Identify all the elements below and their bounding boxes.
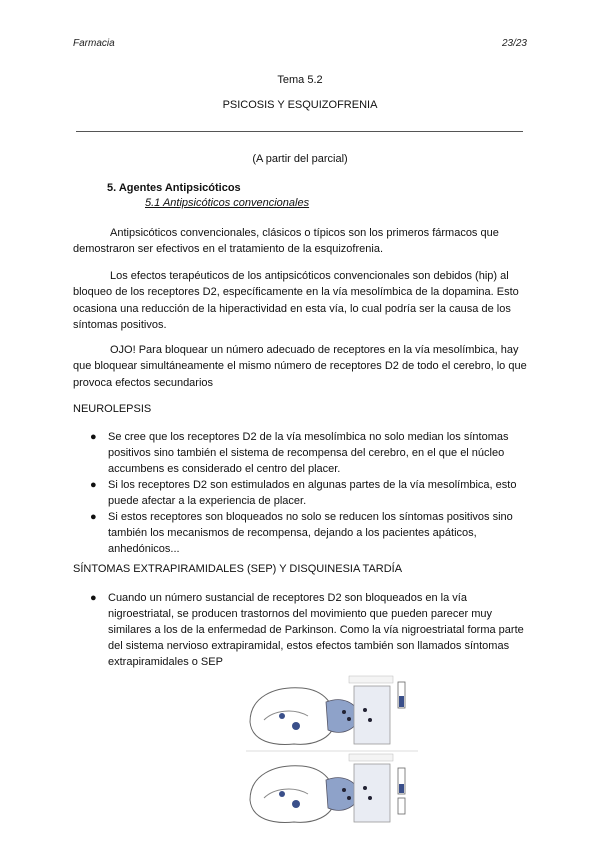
- subsection-heading: 5.1 Antipsicóticos convencionales: [145, 197, 310, 209]
- header-page-number: 23/23: [501, 38, 527, 49]
- receptor-bar-top: [398, 682, 405, 708]
- section-heading: 5. Agentes Antipsicóticos: [107, 182, 241, 194]
- list-item: ● Si los receptores D2 son estimulados en algunas partes de la vía mesolímbica, esto puede afectar a la experiencia de placer.: [90, 479, 517, 507]
- receptor-bar-bottom: [398, 768, 405, 814]
- header-subject: Farmacia: [73, 38, 115, 49]
- brain-diagram-bottom: [250, 766, 334, 823]
- dopamine-pathway-figure: [244, 672, 420, 830]
- brain-diagram-top: [250, 688, 334, 745]
- synapse-diagram-bottom: [326, 754, 393, 822]
- page-title: PSICOSIS Y ESQUIZOFRENIA: [222, 99, 378, 111]
- sep-list: [90, 590, 530, 670]
- scope-note: (A partir del parcial): [252, 153, 348, 165]
- topic-number: Tema 5.2: [277, 74, 323, 86]
- sep-title: SÍNTOMAS EXTRAPIRAMIDALES (SEP) Y DISQUINESIA TARDÍA: [73, 563, 403, 575]
- list-item: ● Se cree que los receptores D2 de la vía mesolímbica no solo median los síntomas positivos sino también el sistema de recompensa del cerebro, en el que el núcleo accumbens es considerado el centro del placer.: [90, 431, 509, 475]
- paragraph-intro: Antipsicóticos convencionales, clásicos o típicos son los primeros fármacos que demostraron ser efectivos en el tratamiento de la esquizofrenia.: [73, 227, 499, 256]
- paragraph-warning: OJO! Para bloquear un número adecuado de receptores en la vía mesolímbica, hay que bloquear simultáneamente el mismo número de receptores D2 de todo el cerebro, lo que provoca efectos secundarios: [73, 344, 527, 389]
- title-divider: [76, 131, 523, 132]
- list-item: ● Cuando un número sustancial de receptores D2 son bloqueados en la vía nigroestriatal, se producen trastornos del movimiento que pueden parecer muy similares a los de la enfermedad de Parkinson. Como la vía nigroestriatal forma parte del sistema nervioso extrapiramidal, estos efectos también son llamados síntomas extrapiramidales o SEP: [90, 592, 524, 668]
- paragraph-therapeutic-effects: Los efectos terapéuticos de los antipsicóticos convencionales son debidos (hip) al bloqueo de los receptores D2, específicamente en la vía mesolímbica de la dopamina. Esto ocasiona una reducción de la hiperactividad en esta vía, lo cual podría ser la causa de los síntomas positivos.: [73, 270, 519, 331]
- synapse-diagram-top: [326, 676, 393, 744]
- neurolepsis-title: NEUROLEPSIS: [73, 403, 152, 415]
- neurolepsis-list: [90, 429, 530, 557]
- list-item: ● Si estos receptores son bloqueados no solo se reducen los síntomas positivos sino también los mecanismos de recompensa, dejando a los pacientes apáticos, anhedónicos...: [90, 511, 513, 555]
